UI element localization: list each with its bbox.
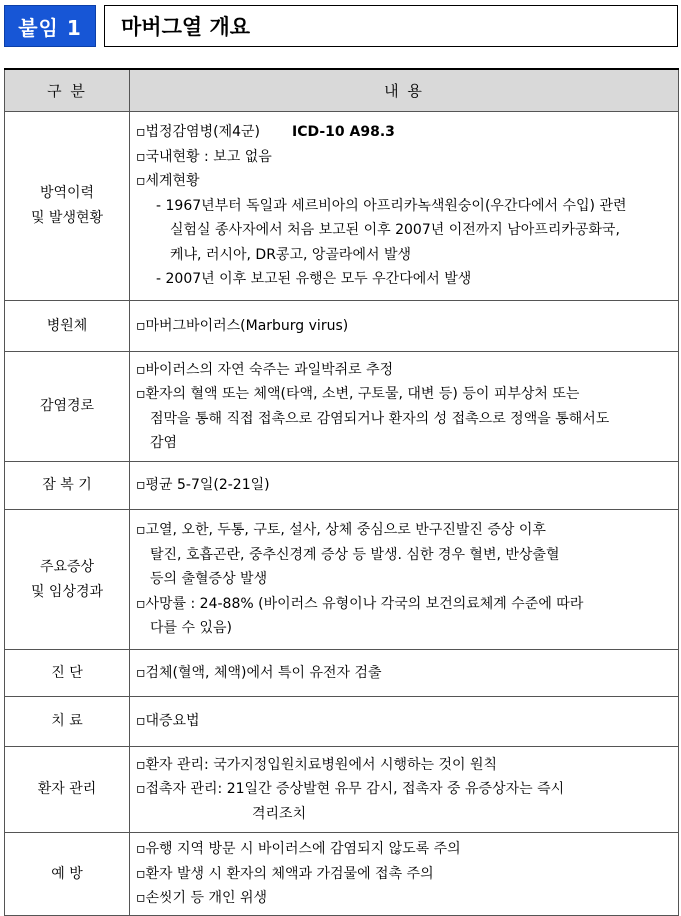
row-category: 감염경로 [5,352,130,462]
attachment-badge: 붙임 1 [4,5,96,47]
row-category: 잠 복 기 [5,462,130,510]
table-row [5,650,679,697]
row-category: 병원체 [5,301,130,352]
row-content: ▫유행 지역 방문 시 바이러스에 감염되지 않도록 주의 ▫환자 발생 시 환자의 체액과 가검물에 접촉 주의 ▫손씻기 등 개인 위생 [130,833,679,916]
icd-code: ICD-10 A98.3 [292,124,395,141]
row-category: 주요증상 및 임상경과 [5,510,130,650]
table-row [5,112,679,301]
row-content: ▫고열, 오한, 두통, 구토, 설사, 상체 중심으로 반구진발진 증상 이후 탈진, 호흡곤란, 중추신경계 증상 등 발생. 심한 경우 혈변, 반상출혈 등의 출혈증상 발생 ▫사망률 : 24-88% (바이러스 유형이나 각국의 보건의료체계 수준에 따라 다를 수 있음) [130,510,679,650]
row-category: 예 방 [5,833,130,916]
table-row [5,833,679,916]
table-row [5,352,679,462]
table-row [5,510,679,650]
table-row [5,747,679,833]
row-content: ▫대증요법 [130,697,679,747]
column-header-content: 내 용 [130,69,679,112]
column-header-category: 구 분 [5,69,130,112]
row-category: 진 단 [5,650,130,697]
overview-table [4,68,679,916]
row-content: ▫검체(혈액, 체액)에서 특이 유전자 검출 [130,650,679,697]
row-category: 치 료 [5,697,130,747]
row-content: ▫바이러스의 자연 숙주는 과일박쥐로 추정 ▫환자의 혈액 또는 체액(타액, 소변, 구토물, 대변 등) 등이 피부상처 또는 점막을 통해 직접 접촉으로 감염되거나 환자의 성 접촉으로 정액을 통해서도 감염 [130,352,679,462]
row-content: ▫마버그바이러스(Marburg virus) [130,301,679,352]
row-content: ▫법정감염병(제4군) ICD-10 A98.3 ▫국내현황 : 보고 없음 ▫세계현황 - 1967년부터 독일과 세르비아의 아프리카녹색원숭이(우간다에서 수입) 관련 실험실 종사자에서 처음 보고된 이후 2007년 이전까지 남아프리카공화국, 케냐, 러시아, DR콩고, 앙골라에서 발생 - 2007년 이후 보고된 유행은 모두 우간다에서 발생 [130,112,679,301]
row-category: 환자 관리 [5,747,130,833]
row-category: 방역이력 및 발생현황 [5,112,130,301]
row-content: ▫환자 관리: 국가지정입원치료병원에서 시행하는 것이 원칙 ▫접촉자 관리: 21일간 증상발현 유무 감시, 접촉자 중 유증상자는 즉시 격리조치 [130,747,679,833]
table-row [5,462,679,510]
header [4,5,678,47]
table-row [5,697,679,747]
table-header-row [5,69,679,112]
page-title: 마버그열 개요 [104,5,678,47]
row-content: ▫평균 5-7일(2-21일) [130,462,679,510]
table-row [5,301,679,352]
